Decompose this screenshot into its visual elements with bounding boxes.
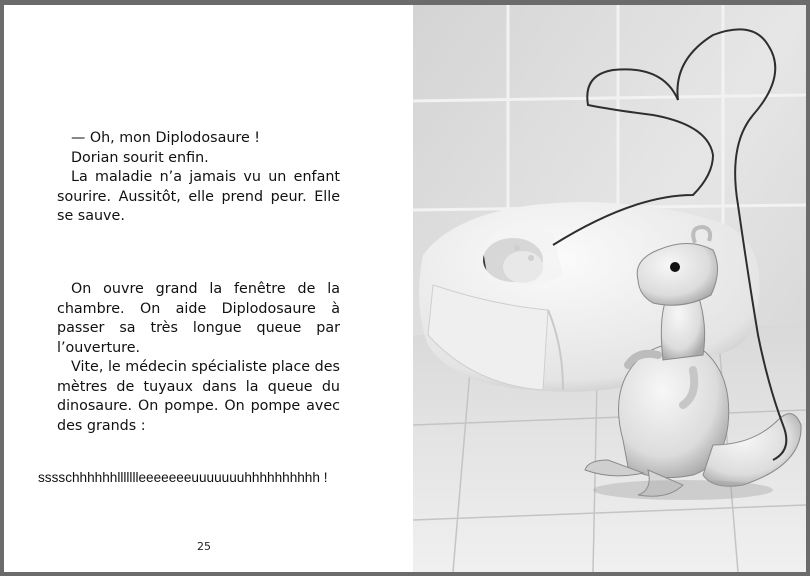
text-line: Dorian sourit enfin. bbox=[71, 149, 209, 166]
photo-illustration bbox=[413, 5, 806, 572]
book-spread bbox=[4, 5, 806, 572]
illustration-photo bbox=[413, 5, 806, 572]
text-line: On ouvre grand la fenêtre de la chambre. On aide Diplodosaure à passer sa très longue queue par l’ouverture. bbox=[57, 281, 340, 356]
page-number: 25 bbox=[197, 540, 211, 553]
paragraph-2 bbox=[57, 280, 340, 436]
dialogue-line: — Oh, mon Diplodosaure ! bbox=[71, 130, 261, 146]
text-page bbox=[4, 5, 412, 572]
sound-effect: sssschhhhhhllllllleeeeeeeuuuuuuuhhhhhhhhhh ! bbox=[38, 470, 328, 485]
text-line: La maladie n’a jamais vu un enfant sourire. Aussitôt, elle prend peur. Elle se sauve. bbox=[57, 169, 340, 224]
text-line: Vite, le médecin spécialiste place des mètres de tuyaux dans la queue du dinosaure. On pompe. On pompe avec des grands : bbox=[57, 359, 340, 434]
paragraph-1 bbox=[57, 129, 340, 227]
